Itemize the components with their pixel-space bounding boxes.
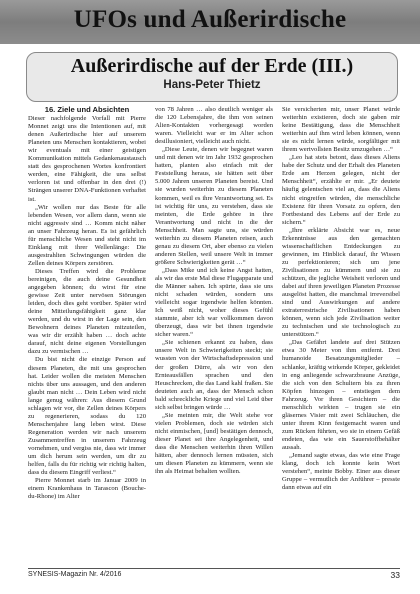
paragraph: „Sie schienen erkannt zu haben, dass unsere Welt in Schwierigkeiten steckt; sie wussten von der Wirtschaftsdepression und der großen Dürre, als wir von den Ernteausfällen sprachen und den Heuschrecken, die das Land kahl fraßen. Sie deuteten auch an, dass der Mensch schon bald schreckliche Kriege und viel Leid über sich selbst bringen würde … bbox=[155, 339, 273, 411]
paragraph: „Wir wollen nur das Beste für alle lebenden Wesen, vor allem dann, wenn sie nicht aggressiv sind … Komm nicht näher an unser Fahrzeug heran. Es ist gefährlich für menschliche Wesen und steht nicht im Einklang mit ihrer Wellenlänge: Die ausgestrahlten Schwingungen würden die Zellen deines Körpers zerstören. bbox=[28, 203, 146, 267]
paragraph: „Dass Mike und ich keine Angst hatten, als wir das erste Mal diese Flugapparate und die Männer sahen. Ich spürte, dass sie uns nicht schaden würden, sondern uns vielleicht sogar irgendwie helfen könnten. Ich weiß nicht, woher dieses Gefühl stammte, aber ich war vollkommen davon überzeugt, dass wir bei ihnen irgendwie sicher waren.“ bbox=[155, 266, 273, 339]
paragraph: „Ihre erklärte Absicht war es, neue Erkenntnisse aus den gemachten wissenschaftlichen Entdeckungen zu gewinnen, im Hinblick darauf, ihr Wissen zu perfektionieren; sich um jene Zivilisationen zu kümmern und sie zu schützen, die jegliche Weisheit verloren und dabei auf ihren jeweiligen Planeten Prozesse ausgelöst hatten, die manchmal irreversibel sind und Auswirkungen auf andere extraterrestrische Zivilisationen haben können, wenn sich jede Zivilisation weiter zu technischen und sie technologisch zu unterstützen.“ bbox=[282, 226, 400, 339]
column-1 bbox=[28, 106, 146, 566]
paragraph: „Sie meinten mir, die Welt stehe vor vielen Problemen, doch sie würden sich nicht einmischen, [und] bestätigen dennoch, dieser Planet sei ihre Angelegenheit, und dass die Menschen weiterhin ihren Willen hätten, aber dennoch lernen müssten, sich um diesen Planeten zu kümmern, wenn sie ihn als Heimat behalten wollten. bbox=[155, 411, 273, 476]
paragraph: Dieses Treffen wird die Probleme bereinigen, die auch deine Gesundheit angegeben können; du wirst für eine gewisse Zeit unter nervösen Störungen leiden, doch dies geht vorüber. Später wird deine Mitteilungsfähigkeit ganz klar werden, und du wirst in der Lage sein, den Bewohnern deines Planeten mitzuteilen, was wir dir erzählt haben … doch achte darauf, nicht deine eigenen Vorstellungen dazu zu vermischen … bbox=[28, 267, 146, 356]
section-heading: 16. Ziele und Absichten bbox=[44, 106, 130, 114]
article-author: Hans-Peter Thietz bbox=[163, 79, 261, 91]
article-title-box bbox=[26, 52, 398, 102]
paragraph: von 78 Jahren … also deutlich weniger als die 120 Lebensjahre, die ihm von seinen Alien-Kontakten vorhergesagt worden waren. Vielleicht war er im Alter schon desillusioniert, vielleicht auch nicht. bbox=[155, 106, 273, 146]
footer-rule bbox=[28, 568, 400, 569]
paragraph: „Jemand sagte etwas, das wie eine Frage klang, doch ich konnte kein Wort verstehen“, meinte Bobby. Einer aus dieser Gruppe – vermutlich der Anführer – presste dann etwas auf ein bbox=[282, 452, 400, 492]
paragraph: Du bist nicht die einzige Person auf diesem Planeten, die mit uns gesprochen hat. Leider wollen die meisten Menschen nichts über uns aussagen, und den anderen glaubt man nicht … Dein Leben wird nicht lange genug währen: Aus diesem Grund schlagen wir vor, die Zellen deines Körpers zu regenerieren, sodass du 120 Menschenjahre lang leben wirst. Diese Regeneration werden wir nach unserem Zusammentreffen in unserem Fahrzeug vornehmen, und vergiss nie, dass wir immer um dich herum sein werden, um dir zu helfen, falls du für richtig wir richtig halten, dass du diesem Eingriff verliest.“ bbox=[28, 356, 146, 477]
column-3 bbox=[282, 106, 400, 566]
paragraph: Dieser nachfolgende Vorfall mit Pierre Monnet zeigt uns die Intentionen auf, mit denen Außerirdische hier auf unserem Planeten uns Menschen kontaktieren, wobei wir eventuals mit einer geistigen Kommunikation mittels Gedankenaustausch statt des gesprochenen Wortes konfrontiert werden, eine Fähigkeit, die uns selbst verloren ist und offenbar in den drei (!) Strängen unserer DNA-Funktionen verhaftet ist. bbox=[28, 115, 146, 203]
paragraph: „Leo hat stets betont, dass dieses Aliens habe der Schutz und der Erhalt des Planeten Erde am Herzen gelegen, nicht der Menschheit“, erzählte er mir. „Er deutete häufig gelentschen viel an, dass die Aliens nicht eingreifen würden, die menschliche Existenz für ihren Vorsatz zu opfern, den Fortbestand des Lebens auf der Erde zu sichern.“ bbox=[282, 154, 400, 226]
header-title: UFOs und Außerirdische bbox=[73, 6, 347, 33]
column-2 bbox=[155, 106, 273, 566]
article-columns bbox=[28, 106, 400, 566]
page-number: 33 bbox=[390, 570, 400, 580]
footer-publication: SYNESIS-Magazin Nr. 4/2016 bbox=[28, 571, 122, 578]
paragraph: „Das Gefährt landete auf drei Stützen etwa 30 Meter von ihm entfernt. Drei humanoide Besatzungsmitglieder – schlanke, kräftig wirkende Körper, gekleidet in eng anliegende schwarzbraune Anzüge, die sich von den Schultern bis zu ihren Köpfen hinzogen – entstiegen dem Fahrzeug. Vor ihren Gesichtern – die menschlich wirkten – trugen sie ein gläsernes Visier mit zwei Schläuchen, die unter ihrem Kinn festgemacht waren und zum Rücken führten, wo sie in einem Gefäß endeten, das wie ein Sauerstoffbehälter aussah. bbox=[282, 339, 400, 451]
article-title: Außerirdische auf der Erde (III.) bbox=[70, 55, 354, 77]
paragraph: Pierre Monnet starb im Januar 2009 in einem Krankenhaus in Tarascon (Bouche-du-Rhone) im Alter bbox=[28, 477, 146, 501]
paragraph: „Diese Leute, denen wir begegnet waren und mit denen wir im Jahr 1932 gesprochen hatten, planten also einfach mit der Feststellung heraus, sie hätten seit über 5.000 Jahren unseren Planeten bereist. Und sie wurden weiterhin zu diesem Planeten kommen, weil es ihre Verantwortung sei. Es ist wichtig für uns, zu verstehen, dass sie meinten, die Erde gehöre in ihre Verantwortung und nicht in die der Menschheit. Man sagte uns, sie würden weiterhin zu diesem Planeten reisen, auch genau zu diesem Ort, aber ebenso zu vielen anderen Stellen, weil unsere Welt in immer größere Schwierigkeiten gerät …“ bbox=[155, 146, 273, 266]
paragraph: Sie versicherten mir, unser Planet würde weiterhin existieren, doch sie gaben mir keine Bestätigung, dass die Menschheit weiterhin auf ihm wird leben können, wenn sie es nicht lernen würde, sorgfältiger mit ihrem wertvollsten Besitz umzugehen …“ bbox=[282, 106, 400, 154]
